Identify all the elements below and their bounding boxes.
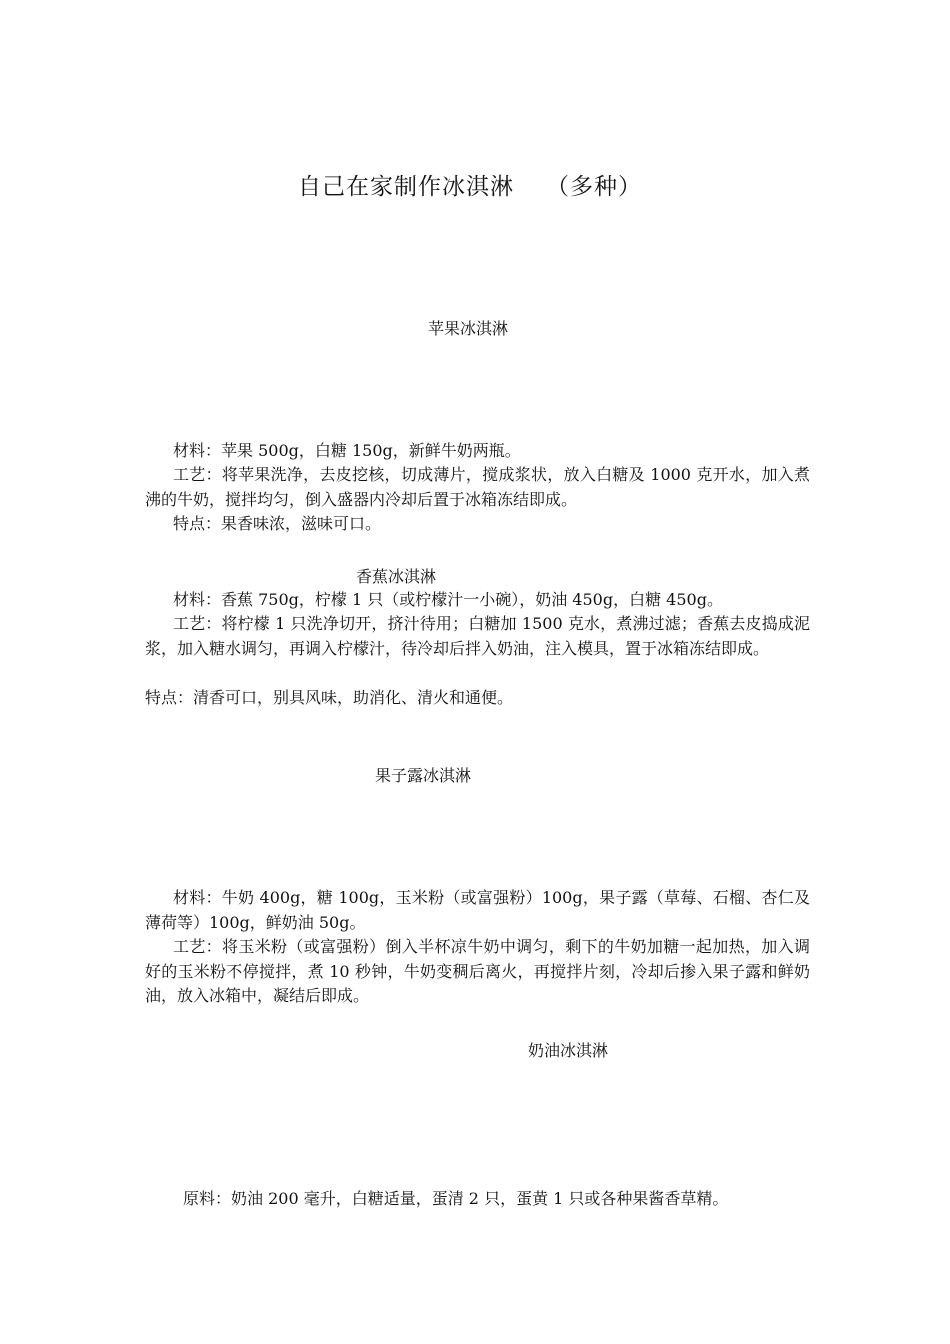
document-title (298, 168, 642, 201)
fruit-syrup-materials: 材料：牛奶 400g，糖 100g，玉米粉（或富强粉）100g，果子露（草莓、石榴、杏仁及薄荷等）100g，鲜奶油 50g。 (145, 888, 810, 932)
apple-materials: 材料：苹果 500g，白糖 150g，新鲜牛奶两瓶。 (173, 441, 521, 460)
fruit-syrup-process: 工艺：将玉米粉（或富强粉）倒入半杯凉牛奶中调匀，剩下的牛奶加糖一起加热，加入调好的玉米粉不停搅拌，煮 10 秒钟，牛奶变稠后离火，再搅拌片刻，冷却后掺入果子露和鲜奶油，放入冰箱中，凝结后即成。 (145, 937, 810, 1005)
title-main: 自己在家制作冰淇淋 (298, 174, 514, 200)
section-heading-cream: 奶油冰淇淋 (528, 1041, 609, 1060)
title-suffix: （多种） (546, 174, 642, 200)
banana-process: 工艺：将柠檬 1 只洗净切开，挤汁待用；白糖加 1500 克水，煮沸过滤；香蕉去皮捣成泥浆，加入糖水调匀，再调入柠檬汁，待冷却后拌入奶油，注入模具，置于冰箱冻结即成。 (145, 614, 810, 658)
banana-materials: 材料：香蕉 750g，柠檬 1 只（或柠檬汁一小碗），奶油 450g，白糖 450g。 (173, 590, 723, 609)
cream-materials: 原料：奶油 200 毫升，白糖适量，蛋清 2 只，蛋黄 1 只或各种果酱香草精。 (183, 1189, 729, 1208)
section-heading-apple: 苹果冰淇淋 (428, 319, 509, 338)
apple-process: 工艺：将苹果洗净，去皮挖核，切成薄片，搅成浆状，放入白糖及 1000 克开水，加入煮沸的牛奶，搅拌均匀，倒入盛器内冷却后置于冰箱冻结即成。 (145, 465, 810, 509)
banana-features: 特点：清香可口，别具风味，助消化、清火和通便。 (145, 688, 514, 707)
section-heading-fruit-syrup: 果子露冰淇淋 (375, 766, 472, 785)
apple-features: 特点：果香味浓，滋味可口。 (173, 514, 382, 533)
section-heading-banana: 香蕉冰淇淋 (356, 567, 437, 586)
